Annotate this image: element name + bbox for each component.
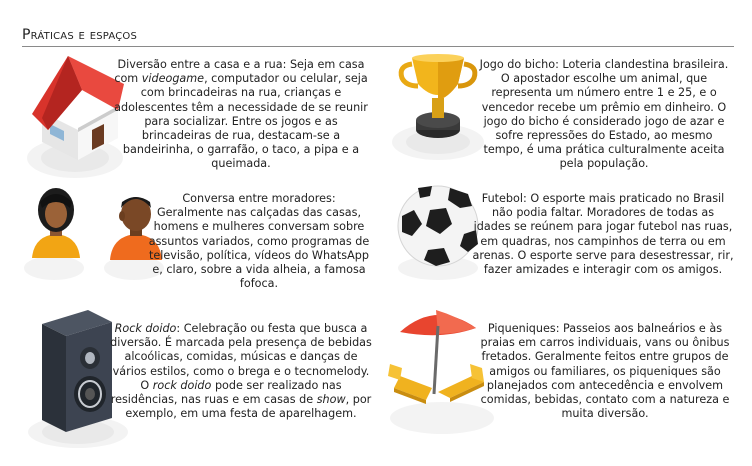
item-beach-text: Piqueniques: Passeios aos balneários e às praias em carros individuais, vans ou ônibus fretados. Geralmente feitos entre grupos de amigos ou familiares, os piqueniques são planejados com antecedência e envolvem comidas, bebidas, contato com a natureza e muita diversão. [480, 322, 730, 421]
section-title: Práticas e espaços [22, 27, 138, 43]
item-ball-text: Futebol: O esporte mais praticado no Brasil não podia faltar. Moradores de todas as idades se reúnem para jogar futebol nas ruas, em quadras, nos campinhos de terra ou em arenas. O esporte serve para desestressar, rir, fazer amizades e interagir com os amigos. [472, 192, 734, 277]
item-ball-title: Futebol: [481, 192, 527, 205]
trophy-icon [388, 46, 488, 166]
item-speaker-title: Rock doido [114, 322, 177, 335]
item-speaker-text: Rock doido: Celebração ou festa que busca a diversão. É marcada pela presença de bebidas alcoólicas, comidas, músicas e danças de vários estilos, como o brega e o tecnomelody. O rock doido pode ser realizado nas residências, nas ruas e em casas de show, por exemplo, em uma festa de aparelhagem. [110, 322, 372, 421]
item-trophy-text: Jogo do bicho: Loteria clandestina brasileira. O apostador escolhe um animal, que representa um número entre 1 e 25, e o vencedor recebe um prêmio em dinheiro. O jogo do bicho é considerado jogo de azar e sofre repressões do Estado, ao mesmo tempo, é uma prática culturalmente aceita pela população. [479, 58, 729, 171]
item-trophy-title: Jogo do bicho: [479, 58, 559, 71]
item-people-text: Conversa entre moradores: Geralmente nas calçadas das casas, homens e mulheres conversam sobre assuntos variados, como programas de televisão, política, vídeos do WhatsApp e, claro, sobre a vida alheia, a famosa fofoca. [148, 192, 370, 291]
item-beach-title: Piqueniques: [487, 322, 560, 335]
item-house-text: Diversão entre a casa e a rua: Seja em casa com videogame, computador ou celular, seja com brincadeiras na rua, crianças e adolescentes têm a necessidade de se reunir para socializar. Entre os jogos e as brincadeiras de rua, destacam-se a bandeirinha, o garrafão, o taco, a pipa e a queimada. [114, 58, 368, 171]
item-people-title: Conversa entre moradores: [182, 192, 336, 205]
item-house-title: Diversão entre a casa e a rua: [117, 58, 287, 71]
